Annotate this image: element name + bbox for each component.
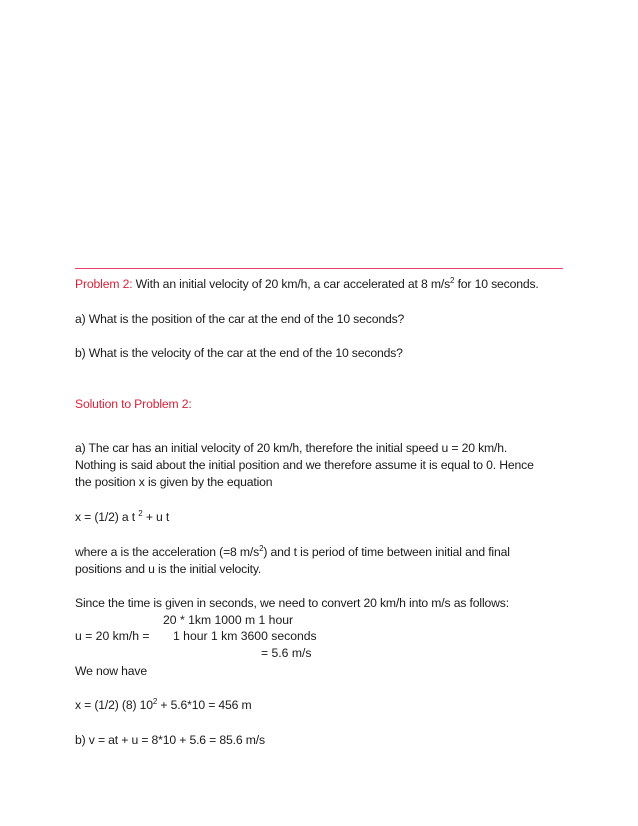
conversion-result: = 5.6 m/s (261, 646, 312, 660)
problem-label: Problem 2: (75, 277, 133, 291)
where-line-2: positions and u is the initial velocity. (75, 562, 262, 576)
solution-a-line-3: the position x is given by the equation (75, 475, 273, 489)
we-now-have: We now have (75, 664, 147, 678)
velocity-answer: b) v = at + u = 8*10 + 5.6 = 85.6 m/s (75, 733, 265, 747)
equation-text: x = (1/2) a t (75, 510, 139, 524)
position-result (75, 697, 252, 713)
solution-a-line-2: Nothing is said about the initial position and we therefore assume it is equal to 0. Hence (75, 458, 534, 472)
result-exponent: 2 (152, 697, 158, 706)
question-a: a) What is the position of the car at the end of the 10 seconds? (75, 312, 405, 326)
solution-heading: Solution to Problem 2: (75, 397, 192, 411)
conversion-numerators: 20 * 1km 1000 m 1 hour (163, 613, 294, 627)
problem-exponent: 2 (450, 276, 455, 285)
where-text: where a is the acceleration (=8 m/s (75, 545, 260, 559)
result-text: x = (1/2) (8) 10 (75, 698, 153, 712)
where-line-1 (75, 544, 510, 560)
problem-text: With an initial velocity of 20 km/h, a car accelerated at 8 m/s (132, 277, 451, 291)
equation-text-end: + u t (142, 510, 170, 524)
conversion-left: u = 20 km/h = (75, 629, 150, 643)
solution-a-line-1: a) The car has an initial velocity of 20 km/h, therefore the initial speed u = 20 km/h. (75, 441, 508, 455)
where-text-end: ) and t is period of time between initial and final (263, 545, 510, 559)
equation-exponent: 2 (138, 509, 143, 518)
question-b: b) What is the velocity of the car at the end of the 10 seconds? (75, 346, 403, 360)
conversion-intro: Since the time is given in seconds, we need to convert 20 km/h into m/s as follows: (75, 596, 509, 610)
position-equation (75, 509, 169, 525)
where-exponent: 2 (259, 544, 264, 553)
section-divider (75, 268, 563, 269)
problem-statement (75, 276, 539, 292)
problem-text-end: for 10 seconds. (454, 277, 539, 291)
result-text-end: + 5.6*10 = 456 m (157, 698, 252, 712)
conversion-denominators: 1 hour 1 km 3600 seconds (173, 629, 317, 643)
